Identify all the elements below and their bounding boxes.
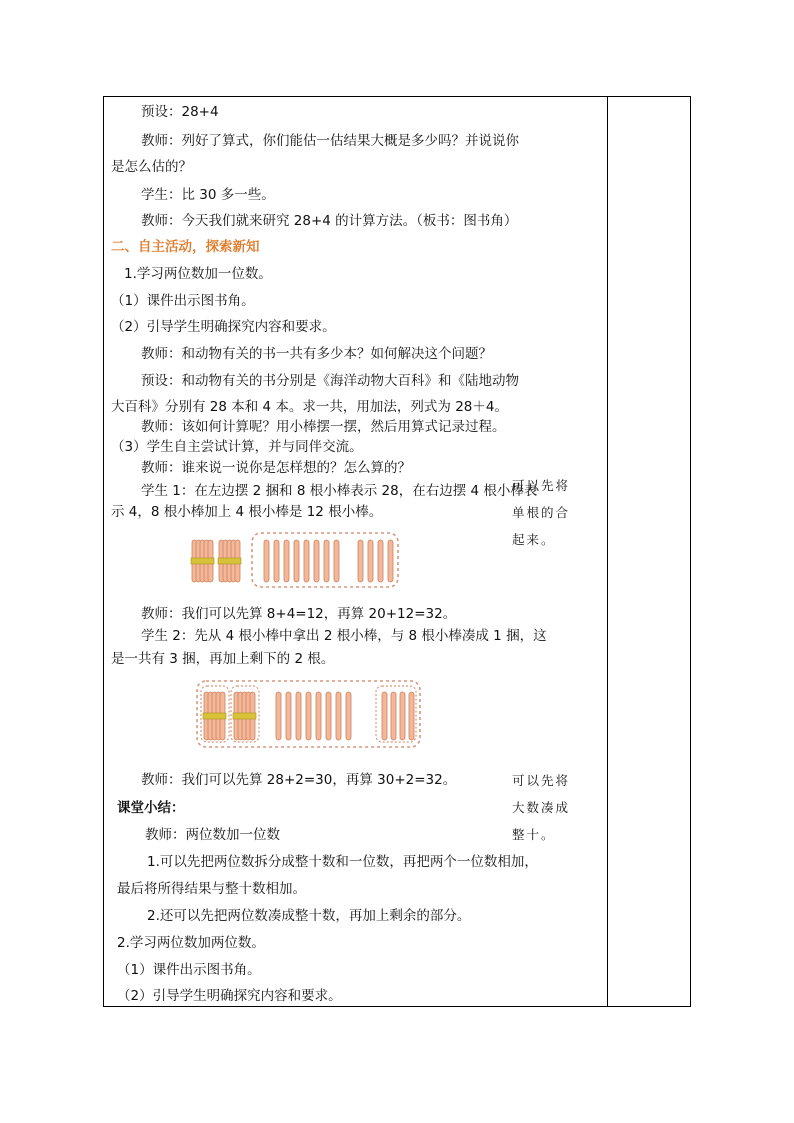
sticks-figure-2 (194, 678, 424, 750)
side-note-1 (512, 472, 582, 553)
text-line: 是怎么估的？ (111, 159, 192, 175)
text-line: 教师：列好了算式，你们能估一估结果大概是多少吗？并说说你 (141, 133, 519, 149)
text-line: （1）课件出示图书角。 (117, 962, 261, 978)
bundle-band (218, 558, 241, 564)
stick (346, 692, 351, 740)
text-line: 1.可以先把两位数拆分成整十数和一位数，再把两个一位数相加， (147, 854, 538, 870)
text-line: （2）引导学生明确探究内容和要求。 (111, 319, 336, 335)
stick (388, 540, 393, 582)
sticks-figure-1 (186, 530, 402, 590)
side-note-line: 大数凑成 (512, 800, 571, 815)
bundle (203, 692, 226, 740)
text-line: （2）引导学生明确探究内容和要求。 (117, 988, 342, 1004)
side-note-line: 起来。 (512, 532, 556, 547)
text-line: 教师：我们可以先算 8+4=12，再算 20+12=32。 (141, 606, 457, 622)
bundle-band (203, 713, 226, 719)
text-line: 教师：该如何计算呢？用小棒摆一摆，然后用算式记录过程。 (141, 419, 506, 435)
bundle (191, 540, 214, 582)
section-heading: 二、自主活动，探索新知 (111, 239, 260, 255)
stick (368, 540, 373, 582)
stick (409, 692, 414, 740)
text-line: （1）课件出示图书角。 (111, 293, 255, 309)
stick (400, 692, 405, 740)
text-line: 2.学习两位数加两位数。 (117, 935, 265, 951)
stick (314, 540, 319, 582)
text-line: 预设：28+4 (141, 104, 219, 120)
stick (326, 692, 331, 740)
stick (358, 540, 363, 582)
stick (264, 540, 269, 582)
stick (274, 540, 279, 582)
text-line: 2.还可以先把两位数凑成整十数，再加上剩余的部分。 (147, 908, 471, 924)
stick (334, 540, 339, 582)
stick (382, 692, 387, 740)
text-line: 是一共有 3 捆，再加上剩下的 2 根。 (111, 651, 335, 667)
summary-heading: 课堂小结： (117, 800, 185, 816)
stick (324, 540, 329, 582)
text-line: 教师：谁来说一说你是怎样想的？怎么算的？ (141, 460, 411, 476)
text-line: 最后将所得结果与整十数相加。 (117, 881, 306, 897)
side-note-line: 可以先将 (512, 478, 571, 493)
text-line: （3）学生自主尝试计算，并与同伴交流。 (111, 439, 363, 455)
stick (316, 692, 321, 740)
text-line: 预设：和动物有关的书分别是《海洋动物大百科》和《陆地动物 (141, 373, 519, 389)
text-line: 教师：今天我们就来研究 28+4 的计算方法。（板书：图书角） (141, 213, 518, 229)
stick (336, 692, 341, 740)
side-note-2 (512, 767, 582, 848)
text-line: 学生 1：在左边摆 2 捆和 8 根小棒表示 28，在右边摆 4 根小棒表 (141, 483, 538, 499)
stick (294, 540, 299, 582)
text-line: 教师：和动物有关的书一共有多少本？如何解决这个问题？ (141, 346, 492, 362)
stick (306, 692, 311, 740)
bundle-band (233, 713, 256, 719)
text-line: 教师：我们可以先算 28+2=30，再算 30+2=32。 (141, 772, 457, 788)
text-line: 教师：两位数加一位数 (145, 827, 280, 843)
stick (391, 692, 396, 740)
bundle (233, 692, 256, 740)
stick (286, 692, 291, 740)
bundle-band (191, 558, 214, 564)
text-line: 1.学习两位数加一位数。 (124, 266, 272, 282)
stick (284, 540, 289, 582)
stick (296, 692, 301, 740)
column-divider (607, 97, 608, 1006)
stick (304, 540, 309, 582)
text-line: 学生 2：先从 4 根小棒中拿出 2 根小棒，与 8 根小棒凑成 1 捆，这 (141, 628, 547, 644)
bundle (218, 540, 241, 582)
stick (276, 692, 281, 740)
text-line: 大百科》分别有 28 本和 4 本。求一共，用加法，列式为 28＋4。 (111, 399, 508, 415)
side-note-line: 可以先将 (512, 773, 571, 788)
text-line: 学生：比 30 多一些。 (141, 187, 275, 203)
text-line: 示 4，8 根小棒加上 4 根小棒是 12 根小棒。 (111, 504, 383, 520)
side-note-line: 单根的合 (512, 505, 571, 520)
stick (378, 540, 383, 582)
side-note-line: 整十。 (512, 827, 556, 842)
